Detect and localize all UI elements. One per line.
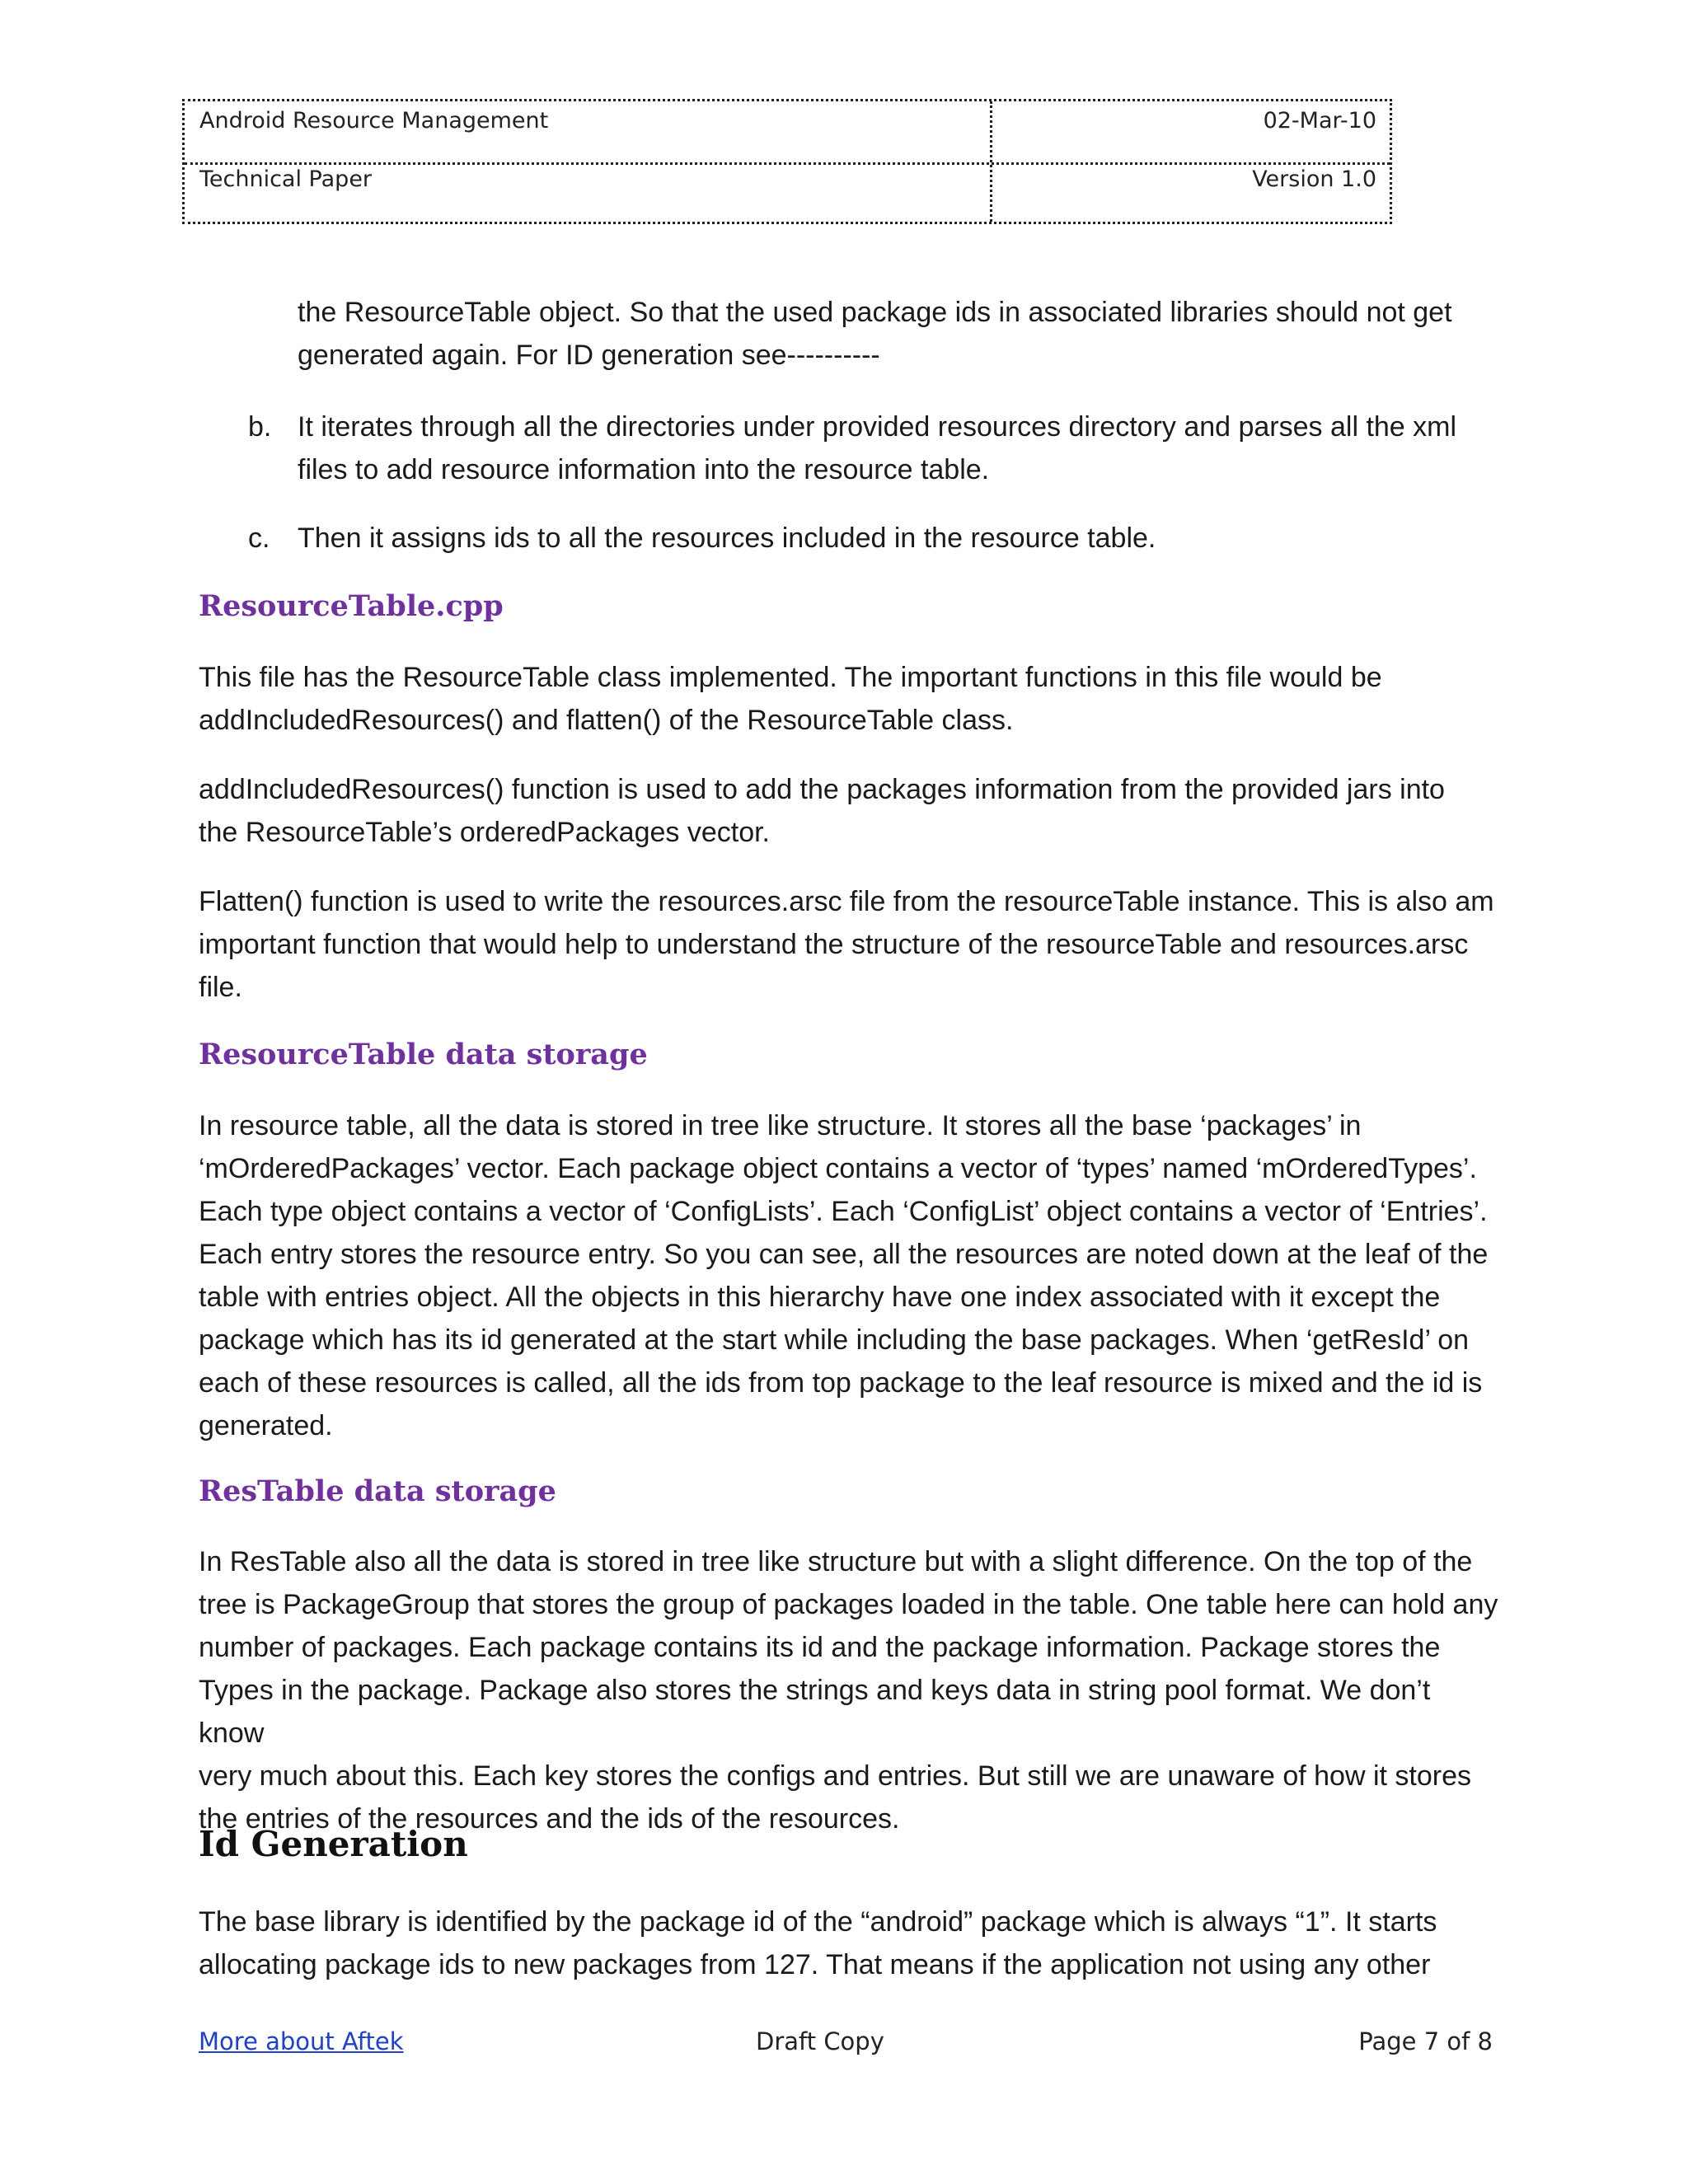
text-line: ‘mOrderedPackages’ vector. Each package object contains a vector of ‘types’ named ‘mOrderedTypes’. (199, 1153, 1477, 1184)
text-line: Each type object contains a vector of ‘ConfigLists’. Each ‘ConfigList’ object contains a vector of ‘Entries’. (199, 1196, 1488, 1227)
text-line: This file has the ResourceTable class implemented. The important functions in this file would be (199, 662, 1382, 693)
text-line: Then it assigns ids to all the resources included in the resource table. (298, 523, 1156, 554)
text-line: tree is PackageGroup that stores the group of packages loaded in the table. One table here can hold any (199, 1589, 1498, 1620)
text-line: table with entries object. All the objects in this hierarchy have one index associated with it except the (199, 1282, 1441, 1313)
draft-copy-label: Draft Copy (756, 2027, 884, 2055)
list-marker: b. (248, 411, 272, 443)
text-line: each of these resources is called, all the ids from top package to the leaf resource is mixed and the id is (199, 1367, 1483, 1399)
text-line: the ResourceTable object. So that the used package ids in associated libraries should not get (298, 297, 1452, 328)
paragraph-addincludedresources (199, 768, 1501, 854)
text-line: addIncludedResources() and flatten() of the ResourceTable class. (199, 705, 1014, 736)
text-line: very much about this. Each key stores the configs and entries. But still we are unaware of how it stores (199, 1760, 1471, 1792)
text-line: addIncludedResources() function is used to add the packages information from the provided jars into (199, 774, 1445, 805)
text-line: allocating package ids to new packages from 127. That means if the application not using any other (199, 1949, 1431, 1980)
paragraph-restable-storage (199, 1540, 1501, 1840)
text-line: important function that would help to understand the structure of the resourceTable and resources.arsc (199, 929, 1469, 960)
list-item-text (298, 517, 1501, 560)
list-item-a-continuation (298, 291, 1501, 377)
paragraph-id-generation (199, 1900, 1501, 1986)
document-version: Version 1.0 (1252, 166, 1376, 192)
heading-id-generation: Id Generation (199, 1824, 468, 1864)
header-row-1 (185, 101, 1390, 165)
text-line: the entries of the resources and the ids of the resources. (199, 1803, 900, 1835)
text-line: the ResourceTable’s orderedPackages vector. (199, 817, 770, 848)
text-line: The base library is identified by the package id of the “android” package which is always “1”. It starts (199, 1906, 1437, 1938)
document-date: 02-Mar-10 (1263, 108, 1376, 134)
text-line: files to add resource information into the resource table. (298, 454, 990, 485)
text-line: generated. (199, 1410, 333, 1441)
text-line: package which has its id generated at the start while including the base packages. When ‘getResId’ on (199, 1324, 1470, 1356)
text-line: It iterates through all the directories under provided resources directory and parses all the xml (298, 411, 1457, 443)
paragraph-resourcetable-class (199, 656, 1501, 742)
header-table (182, 99, 1392, 224)
heading-resourcetable-cpp: ResourceTable.cpp (199, 589, 504, 623)
text-line: Flatten() function is used to write the resources.arsc file from the resourceTable instance. This is also am (199, 886, 1494, 917)
document-type: Technical Paper (199, 166, 373, 192)
page-number: Page 7 of 8 (1358, 2027, 1493, 2055)
header-row-2 (185, 165, 1390, 226)
heading-resourcetable-data-storage: ResourceTable data storage (199, 1038, 648, 1071)
paragraph-flatten (199, 880, 1501, 1009)
document-title: Android Resource Management (199, 108, 549, 134)
heading-restable-data-storage: ResTable data storage (199, 1474, 556, 1508)
list-item-text (298, 405, 1501, 491)
text-line: number of packages. Each package contains its id and the package information. Package stores the (199, 1632, 1441, 1663)
list-marker: c. (248, 523, 270, 554)
text-line: generated again. For ID generation see---------- (298, 340, 880, 371)
text-line: file. (199, 972, 242, 1003)
paragraph-resourcetable-storage (199, 1104, 1501, 1447)
text-line: Each entry stores the resource entry. So you can see, all the resources are noted down at the leaf of the (199, 1239, 1489, 1270)
text-line: In resource table, all the data is stored in tree like structure. It stores all the base ‘packages’ in (199, 1110, 1362, 1141)
text-line: Types in the package. Package also stores the strings and keys data in string pool format. We don’t know (199, 1675, 1431, 1749)
more-about-aftek-link[interactable]: More about Aftek (199, 2027, 404, 2055)
text-line: In ResTable also all the data is stored in tree like structure but with a slight difference. On the top of the (199, 1546, 1473, 1577)
